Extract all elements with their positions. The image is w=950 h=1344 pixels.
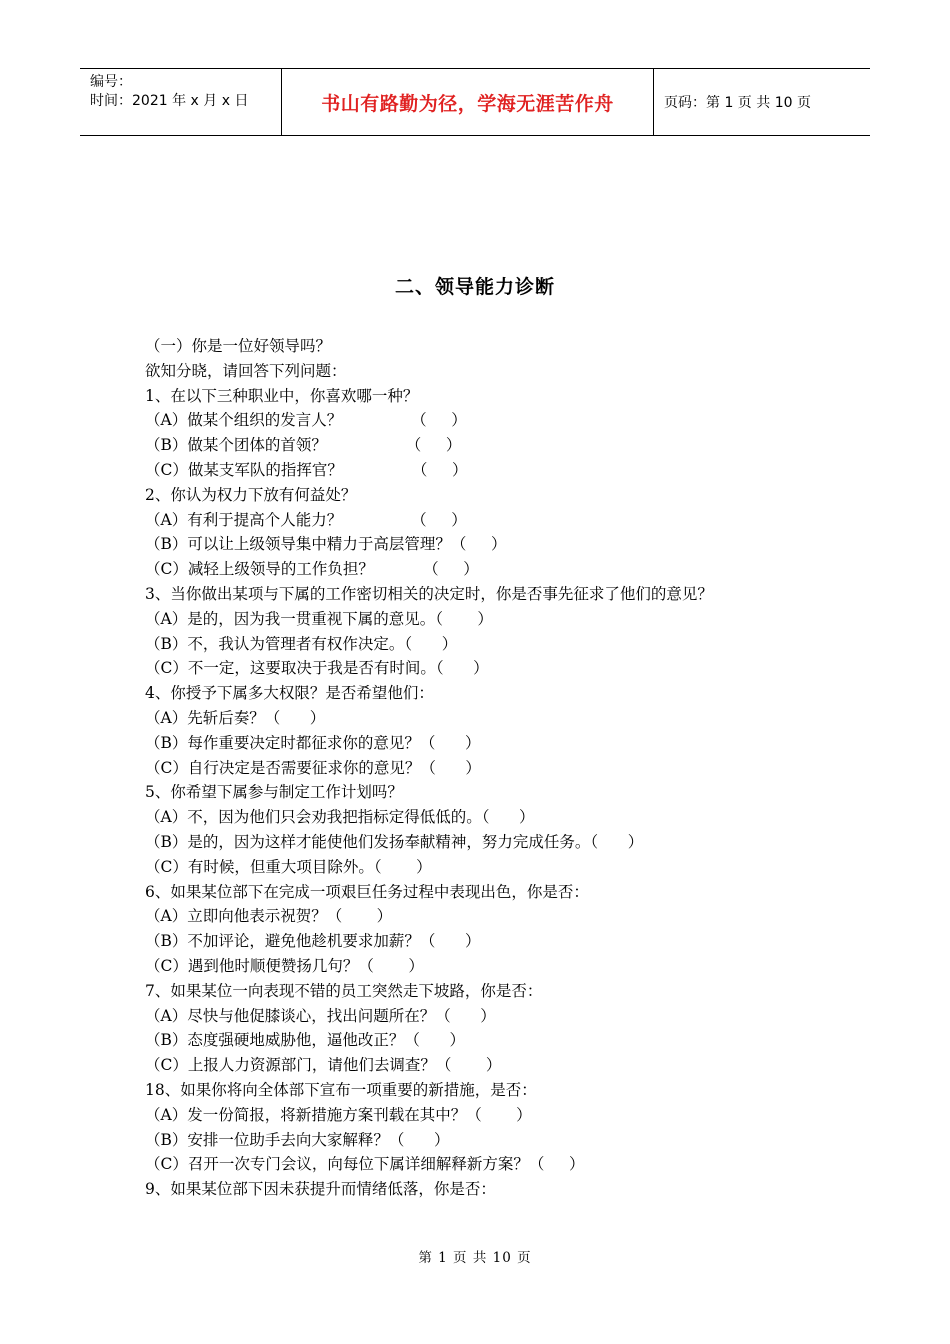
question-18: 18、如果你将向全体部下宣布一项重要的新措施，是否：	[145, 1080, 537, 1099]
option-line: （A）先斩后奏？（ ）	[145, 708, 326, 727]
text-line: 欲知分晓，请回答下列问题：	[145, 361, 347, 380]
header-motto: 书山有路勤为径，学海无涯苦作舟	[282, 69, 654, 135]
option-line: （A）有利于提高个人能力？ （ ）	[145, 510, 467, 529]
option-line: （B）不，我认为管理者有权作决定。（ ）	[145, 634, 458, 653]
option-line: （B）不加评论，避免他趁机要求加薪？（ ）	[145, 932, 481, 951]
option-line: （B）是的，因为这样才能使他们发扬奉献精神，努力完成任务。（ ）	[145, 832, 644, 851]
option-line: （C）有时候，但重大项目除外。（ ）	[145, 857, 432, 876]
document-date: 时间：2021 年 x 月 x 日	[90, 93, 249, 109]
header-page-info: 页码：第 1 页 共 10 页	[664, 95, 811, 111]
option-line: （B）可以让上级领导集中精力于高层管理？（ ）	[145, 535, 507, 554]
option-line: （A）尽快与他促膝谈心，找出问题所在？（ ）	[145, 1006, 496, 1025]
option-line: （A）发一份简报，将新措施方案刊载在其中？（ ）	[145, 1105, 532, 1124]
option-line: （C）不一定，这要取决于我是否有时间。（ ）	[145, 659, 489, 678]
option-line: （B）态度强硬地威胁他，逼他改正？（ ）	[145, 1031, 465, 1050]
option-line: （C）减轻上级领导的工作负担？ （ ）	[145, 560, 479, 579]
option-line: （A）做某个组织的发言人？ （ ）	[145, 411, 467, 430]
question-7: 7、如果某位一向表现不错的员工突然走下坡路，你是否：	[145, 981, 543, 1000]
option-line: （A）立即向他表示祝贺？（ ）	[145, 907, 393, 926]
option-line: （B）做某个团体的首领？ （ ）	[145, 436, 462, 455]
question-4: 4、你授予下属多大权限？是否希望他们：	[145, 684, 434, 703]
option-line: （A）是的，因为我一贯重视下属的意见。（ ）	[145, 609, 493, 628]
question-6: 6、如果某位部下在完成一项艰巨任务过程中表现出色，你是否：	[145, 882, 589, 901]
section-title: 二、领导能力诊断	[394, 276, 555, 298]
option-line: （C）上报人力资源部门，请他们去调查？（ ）	[145, 1056, 502, 1075]
question-2: 2、你认为权力下放有何益处？	[145, 485, 357, 504]
document-number-label: 编号：	[90, 74, 132, 90]
questionnaire-body	[145, 334, 810, 1202]
option-line: （B）安排一位助手去向大家解释？（ ）	[145, 1130, 450, 1149]
option-line: （C）召开一次专门会议，向每位下属详细解释新方案？（ ）	[145, 1155, 585, 1174]
option-line: （A）不，因为他们只会劝我把指标定得低低的。（ ）	[145, 808, 535, 827]
page-footer: 第 1 页 共 10 页	[418, 1250, 532, 1266]
option-line: （C）做某支军队的指挥官？ （ ）	[145, 460, 468, 479]
question-9: 9、如果某位部下因未获提升而情绪低落，你是否：	[145, 1180, 496, 1199]
question-5: 5、你希望下属参与制定工作计划吗？	[145, 783, 403, 802]
option-line: （C）遇到他时顺便赞扬几句？（ ）	[145, 956, 424, 975]
option-line: （C）自行决定是否需要征求你的意见？（ ）	[145, 758, 481, 777]
text-line: （一）你是一位好领导吗？	[145, 337, 332, 355]
page-header	[80, 68, 870, 136]
header-meta	[80, 69, 282, 135]
question-3: 3、当你做出某项与下属的工作密切相关的决定时，你是否事先征求了他们的意见？	[145, 584, 713, 603]
option-line: （B）每作重要决定时都征求你的意见？（ ）	[145, 733, 481, 752]
question-1: 1、在以下三种职业中，你喜欢哪一种？	[145, 386, 419, 405]
